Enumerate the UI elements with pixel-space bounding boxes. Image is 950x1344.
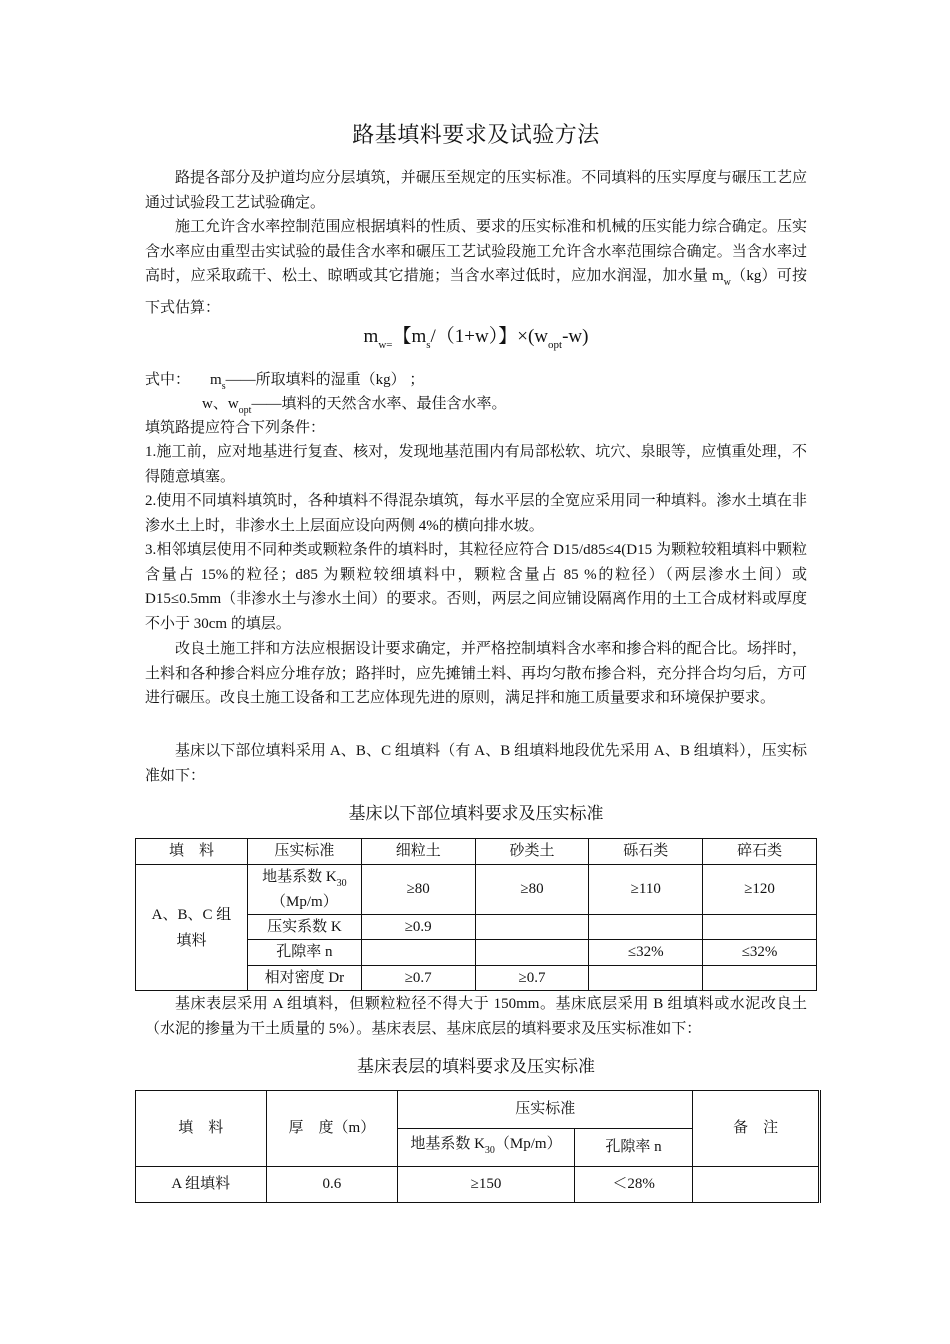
legend-w: w、w bbox=[202, 396, 239, 412]
table1-header-gravel: 砾石类 bbox=[589, 839, 703, 865]
k30-unit: （Mp/m） bbox=[271, 893, 338, 910]
table-cell: ≥0.7 bbox=[475, 966, 589, 991]
formula-sub-s: s bbox=[426, 339, 431, 351]
k30-label: 地基系数 K bbox=[262, 868, 337, 885]
table-cell bbox=[589, 966, 703, 991]
formula-sub-w: w= bbox=[378, 339, 393, 351]
table-header-row bbox=[136, 1091, 820, 1129]
table-cell bbox=[361, 940, 475, 966]
table1-row2-label: 孔隙率 n bbox=[247, 940, 361, 966]
condition-1: 1.施工前，应对地基进行复查、核对，发现地基范围内有局部松软、坑穴、泉眼等，应慎重处理，不得随意填塞。 bbox=[145, 444, 807, 485]
table-row bbox=[136, 1167, 820, 1203]
water-formula bbox=[145, 322, 807, 360]
table-cell bbox=[475, 915, 589, 940]
table-header-row bbox=[136, 839, 817, 865]
table1-group-cell bbox=[136, 865, 248, 991]
table2-header-note: 备 注 bbox=[693, 1091, 820, 1167]
table1-group-label: A、B、C 组填料 bbox=[151, 906, 232, 949]
legend-prefix: 式中： bbox=[145, 372, 191, 388]
paragraph-moisture-tail: （kg）可按下式估算： bbox=[145, 268, 807, 316]
table2-header-porosity: 孔隙率 n bbox=[574, 1129, 693, 1167]
legend-m: m bbox=[210, 372, 222, 388]
table-cell: ≥110 bbox=[589, 865, 703, 915]
subscript-w: w bbox=[723, 277, 731, 288]
table1-row1-label: 压实系数 K bbox=[247, 915, 361, 940]
table2-header-standard: 压实标准 bbox=[398, 1091, 693, 1129]
table-cell: ≥120 bbox=[703, 865, 817, 915]
table-cell: ≥150 bbox=[398, 1167, 575, 1203]
paragraph-intro: 路提各部分及护道均应分层填筑，并碾压至规定的压实标准。不同填料的压实厚度与碾压工艺应通过试验段工艺试验确定。 bbox=[145, 170, 807, 211]
legend-ms-text: ——所取填料的湿重（kg） ； bbox=[225, 372, 425, 388]
table-cell bbox=[703, 915, 817, 940]
table-cell: A 组填料 bbox=[136, 1167, 267, 1203]
table-cell: ≥0.7 bbox=[361, 966, 475, 991]
formula-mid: /（1+w）】×(w bbox=[430, 326, 549, 347]
table-row bbox=[136, 865, 817, 915]
table2-caption: 基床表层的填料要求及压实标准 bbox=[357, 1057, 595, 1076]
paragraph-base-below: 基床以下部位填料采用 A、B、C 组填料（有 A、B 组填料地段优先采用 A、B 组填料），压实标准如下： bbox=[145, 743, 807, 784]
table2-k30-unit: （Mp/m） bbox=[494, 1136, 562, 1152]
legend-w-text: ——填料的天然含水率、最佳含水率。 bbox=[251, 396, 507, 412]
formula-m: m bbox=[363, 326, 379, 347]
paragraph-improved-soil: 改良土施工拌和方法应根据设计要求确定，并严格控制填料含水率和掺合料的配合比。场拌时，土料和各种掺合料应分堆存放；路拌时，应先摊铺土料、再均匀散布掺合料，充分拌合均匀后，方可进行碾压。改良土施工设备和工艺应体现先进的原则，满足拌和施工质量要求和环境保护要求。 bbox=[145, 641, 807, 706]
document-title: 路基填料要求及试验方法 bbox=[352, 122, 600, 147]
table1-header-fill: 填 料 bbox=[136, 839, 248, 865]
table-cell bbox=[589, 915, 703, 940]
table-cell: ≤32% bbox=[589, 940, 703, 966]
table-cell bbox=[475, 940, 589, 966]
conditions-intro: 填筑路提应符合下列条件： bbox=[145, 420, 326, 436]
table1-caption: 基床以下部位填料要求及压实标准 bbox=[348, 804, 604, 823]
table1-header-sand: 砂类土 bbox=[475, 839, 589, 865]
paragraph-moisture bbox=[145, 215, 807, 320]
table1-header-fine: 细粒土 bbox=[361, 839, 475, 865]
table-base-below bbox=[135, 838, 817, 991]
table-cell: ＜28% bbox=[574, 1167, 693, 1203]
table-cell: ≥80 bbox=[361, 865, 475, 915]
paragraph-surface: 基床表层采用 A 组填料，但颗粒粒径不得大于 150mm。基床底层采用 B 组填料或水泥改良土（水泥的掺量为干土质量的 5%）。基床表层、基床底层的填料要求及压实标准如下： bbox=[145, 996, 807, 1037]
table-cell: ≤32% bbox=[703, 940, 817, 966]
table2-header-fill: 填 料 bbox=[136, 1091, 267, 1167]
table1-header-crushed: 碎石类 bbox=[703, 839, 817, 865]
table-cell: ≥0.9 bbox=[361, 915, 475, 940]
formula-sub-opt: opt bbox=[548, 339, 563, 351]
legend-sub-s: s bbox=[221, 381, 226, 392]
table-cell bbox=[693, 1167, 820, 1203]
legend-sub-opt: opt bbox=[238, 405, 252, 416]
table2-header-thickness: 厚 度（m） bbox=[266, 1091, 398, 1167]
table2-header-k30 bbox=[398, 1129, 575, 1167]
table1-row3-label: 相对密度 Dr bbox=[247, 966, 361, 991]
table-cell: 0.6 bbox=[266, 1167, 398, 1203]
table2-k30-sub: 30 bbox=[484, 1145, 495, 1156]
table-cell: ≥80 bbox=[475, 865, 589, 915]
formula-end: -w) bbox=[562, 326, 589, 347]
table-surface-layer bbox=[135, 1090, 821, 1203]
table1-row0-label bbox=[247, 865, 361, 915]
table2-k30-label: 地基系数 K bbox=[410, 1136, 485, 1152]
table1-header-standard: 压实标准 bbox=[247, 839, 361, 865]
formula-bracket: 【m bbox=[392, 326, 427, 347]
paragraph-moisture-text: 施工允许含水率控制范围应根据填料的性质、要求的压实标准和机械的压实能力综合确定。压实含水率应由重型击实试验的最佳含水率和碾压工艺试验段施工允许含水率范围综合确定。当含水率过高时，应采取疏干、松土、晾晒或其它措施；当含水率过低时，应加水润湿，加水量 m bbox=[145, 219, 807, 284]
condition-3: 3.相邻填层使用不同种类或颗粒条件的填料时，其粒径应符合 D15/d85≤4(D15 为颗粒较粗填料中颗粒含量占 15%的粒径；d85 为颗粒较细填料中，颗粒含量占 85 %的粒径）（两层渗水土间）或 D15≤0.5mm（非渗水土与渗水土间）的要求。否则，两层之间应铺设隔离作用的土工合成材料或厚度不小于 30cm 的填层。 bbox=[145, 542, 807, 632]
table-cell bbox=[703, 966, 817, 991]
condition-2: 2.使用不同填料填筑时，各种填料不得混杂填筑，每水平层的全宽应采用同一种填料。渗水土填在非渗水土上时，非渗水土上层面应设向两侧 4%的横向排水坡。 bbox=[145, 493, 807, 534]
k30-sub: 30 bbox=[336, 877, 347, 889]
